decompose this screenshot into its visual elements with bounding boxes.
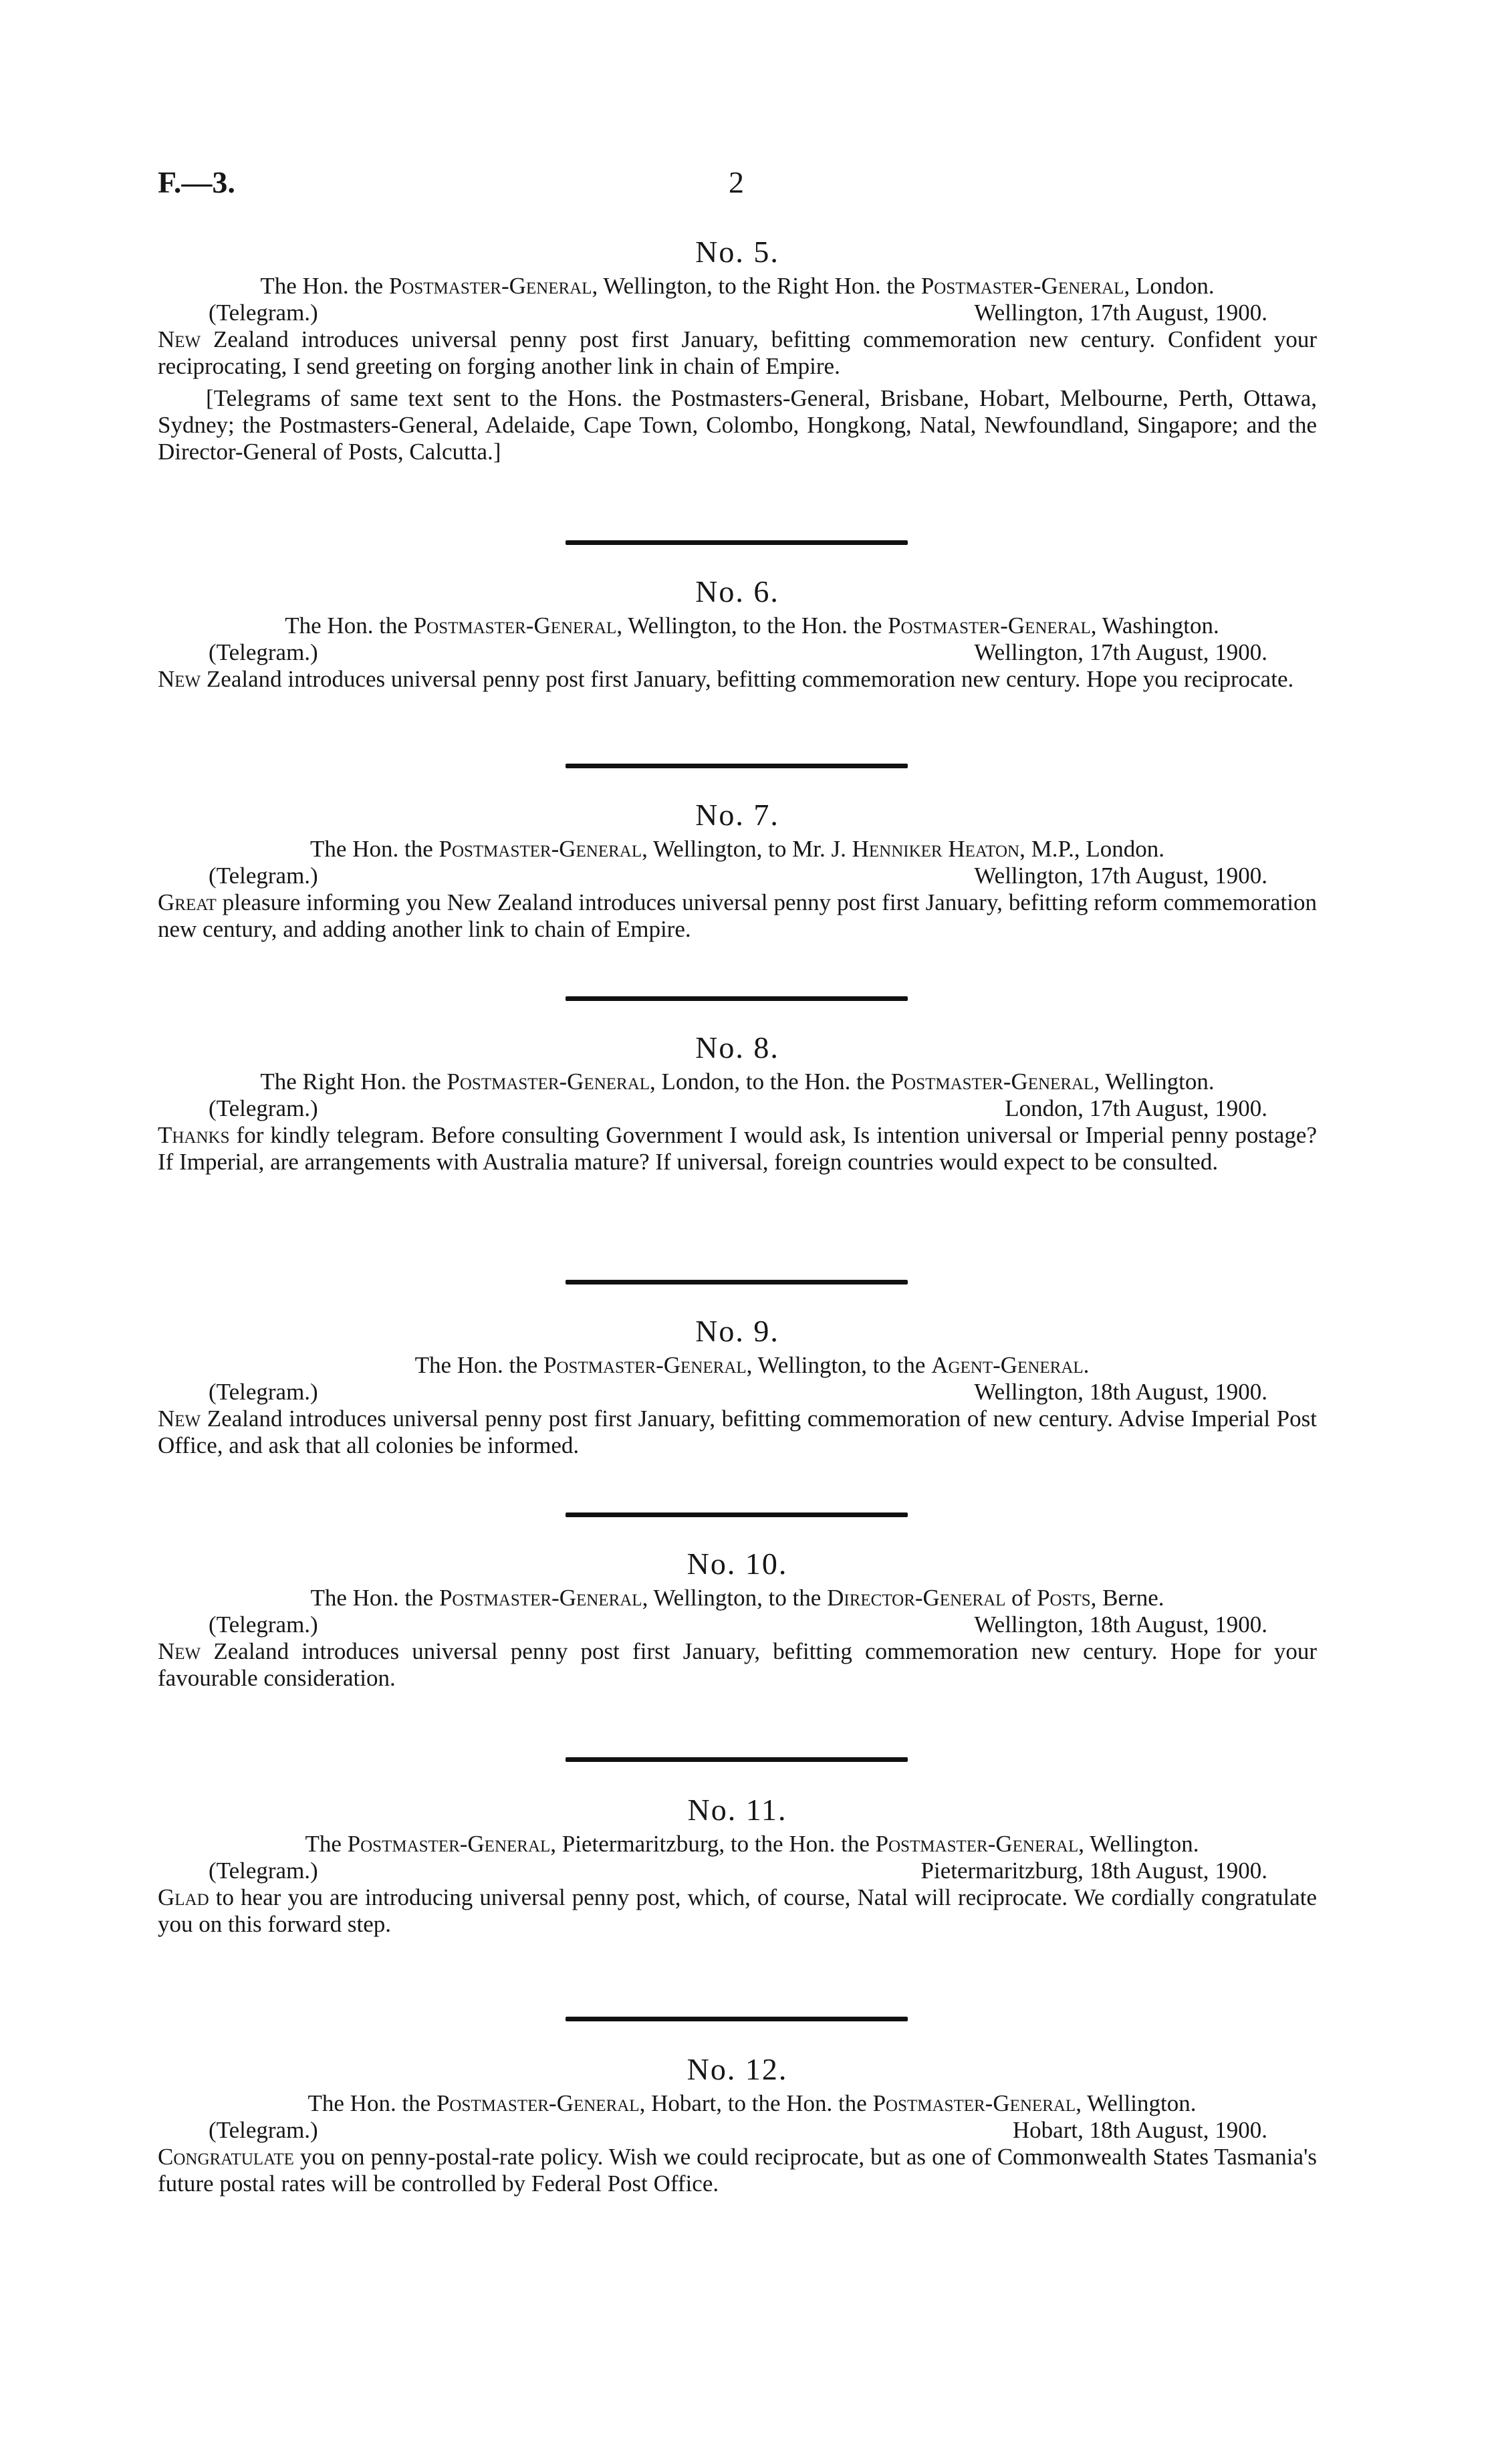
- message-heading: [158, 1069, 1317, 1095]
- message-heading: [158, 273, 1317, 300]
- message-text: [158, 1406, 1317, 1459]
- message-text-body: pleasure informing you New Zealand introduces universal penny post first January, befitting reform commemoration new century, and adding another link to chain of Empire.: [158, 889, 1317, 942]
- message-number: No. 7.: [695, 798, 779, 832]
- heading-text-run: , Berne.: [1090, 1585, 1164, 1611]
- message-number: No. 10.: [687, 1547, 788, 1581]
- message-date: Wellington, 17th August, 1900.: [974, 639, 1267, 665]
- heading-text-run: , London, to the Hon. the: [650, 1069, 891, 1095]
- heading-text-run: , Wellington.: [1094, 1069, 1215, 1095]
- message-number: No. 5.: [695, 235, 779, 269]
- heading-smallcaps-run: Postmaster-General: [439, 836, 642, 862]
- heading-text-run: , Wellington, to the Hon. the: [616, 612, 888, 639]
- heading-text-run: , Pietermaritzburg, to the Hon. the: [550, 1831, 876, 1857]
- message-lead-word: New: [158, 1638, 201, 1664]
- section-divider: [566, 2017, 908, 2021]
- heading-text-run: , Hobart, to the Hon. the: [639, 2090, 873, 2116]
- message-5: [158, 234, 1317, 465]
- message-text-body: Zealand introduces universal penny post first January, befitting commemoration new century. Hope for your favourable consideration.: [158, 1638, 1317, 1691]
- heading-smallcaps-run: Postmaster-General: [347, 1831, 551, 1857]
- message-kind: (Telegram.): [209, 1611, 318, 1638]
- section-divider: [566, 540, 908, 545]
- heading-smallcaps-run: Postmaster-General: [447, 1069, 650, 1095]
- message-lead-word: Congratulate: [158, 2144, 294, 2170]
- message-11: [158, 1792, 1317, 1938]
- heading-text-run: , Wellington.: [1076, 2090, 1197, 2116]
- message-text-body: you on penny-postal-rate policy. Wish we could reciprocate, but as one of Commonwealth States Tasmania's future postal rates will be controlled by Federal Post Office.: [158, 2144, 1317, 2197]
- page-number: 2: [729, 165, 744, 199]
- message-10: [158, 1546, 1317, 1692]
- message-meta: [158, 863, 1317, 889]
- section-divider: [566, 1757, 908, 1762]
- heading-text-run: The: [305, 1831, 348, 1857]
- heading-text-run: The Hon. the: [307, 2090, 437, 2116]
- message-text-body: Zealand introduces universal penny post first January, befitting commemoration new century. Hope you reciprocate.: [201, 666, 1294, 692]
- message-kind: (Telegram.): [209, 1858, 318, 1884]
- message-lead-word: New: [158, 1406, 201, 1432]
- document-reference: F.—3.: [158, 165, 235, 199]
- message-meta: [158, 1611, 1317, 1638]
- message-lead-word: Glad: [158, 1884, 209, 1910]
- message-number: No. 11.: [687, 1793, 787, 1827]
- message-text: [158, 2144, 1317, 2197]
- message-kind: (Telegram.): [209, 863, 318, 889]
- message-12: [158, 2051, 1317, 2197]
- heading-smallcaps-run: Postmaster-General: [388, 273, 592, 299]
- heading-text-run: The Hon. the: [310, 836, 439, 862]
- message-meta: [158, 639, 1317, 666]
- heading-smallcaps-run: Postmaster-General: [413, 612, 617, 639]
- heading-smallcaps-run: Postmaster-General: [890, 1069, 1094, 1095]
- heading-smallcaps-run: Postmaster-General: [436, 2090, 640, 2116]
- heading-text-run: The Hon. the: [414, 1352, 544, 1378]
- heading-smallcaps-run: Postmaster-General: [439, 1585, 642, 1611]
- message-date: Wellington, 17th August, 1900.: [974, 863, 1267, 889]
- message-date: Wellington, 18th August, 1900.: [974, 1611, 1267, 1638]
- message-9: [158, 1313, 1317, 1459]
- section-divider: [566, 1513, 908, 1517]
- message-meta: [158, 1858, 1317, 1884]
- message-date: Hobart, 18th August, 1900.: [1012, 2117, 1267, 2143]
- message-kind: (Telegram.): [209, 1095, 318, 1121]
- heading-smallcaps-run: Postmaster-General: [872, 2090, 1076, 2116]
- message-date: Wellington, 18th August, 1900.: [974, 1379, 1267, 1405]
- heading-smallcaps-run: Posts: [1037, 1585, 1091, 1611]
- section-divider: [566, 996, 908, 1001]
- message-kind: (Telegram.): [209, 300, 318, 326]
- message-text: [158, 889, 1317, 943]
- message-meta: [158, 300, 1317, 326]
- page-header: [158, 164, 1334, 205]
- message-text: [158, 1638, 1317, 1692]
- message-kind: (Telegram.): [209, 2117, 318, 2143]
- heading-smallcaps-run: Postmaster-General: [875, 1831, 1079, 1857]
- heading-text-run: The Right Hon. the: [260, 1069, 447, 1095]
- message-lead-word: New: [158, 326, 201, 352]
- message-text-body: for kindly telegram. Before consulting Government I would ask, Is intention universal or Imperial penny postage? If Imperial, are arrangements with Australia mature? If universal, foreign countries would expect to be consulted.: [158, 1122, 1317, 1175]
- message-heading: [158, 612, 1317, 639]
- section-divider: [566, 1280, 908, 1284]
- message-text: [158, 666, 1317, 693]
- message-date: Wellington, 17th August, 1900.: [974, 300, 1267, 326]
- message-7: [158, 797, 1317, 943]
- heading-text-run: The Hon. the: [310, 1585, 439, 1611]
- message-heading: [158, 1585, 1317, 1611]
- message-kind: (Telegram.): [209, 639, 318, 665]
- heading-smallcaps-run: Postmaster-General: [543, 1352, 747, 1378]
- heading-text-run: , Wellington, to the Right Hon. the: [592, 273, 921, 299]
- message-number: No. 9.: [695, 1314, 779, 1348]
- message-lead-word: Thanks: [158, 1122, 230, 1148]
- message-kind: (Telegram.): [209, 1379, 318, 1405]
- heading-text-run: , Wellington.: [1078, 1831, 1199, 1857]
- heading-smallcaps-run: Henniker Heaton: [852, 836, 1020, 862]
- message-heading: [158, 1352, 1317, 1379]
- message-lead-word: New: [158, 666, 201, 692]
- section-divider: [566, 764, 908, 768]
- message-text-body: to hear you are introducing universal penny post, which, of course, Natal will reciprocate. We cordially congratulate you on this forward step.: [158, 1884, 1317, 1937]
- message-text: [158, 1884, 1317, 1938]
- message-date: Pietermaritzburg, 18th August, 1900.: [920, 1858, 1267, 1884]
- heading-smallcaps-run: Agent-General: [931, 1352, 1084, 1378]
- message-heading: [158, 1831, 1317, 1858]
- message-6: [158, 574, 1317, 693]
- message-text-body: Zealand introduces universal penny post first January, befitting commemoration of new century. Advise Imperial Post Office, and ask that all colonies be informed.: [158, 1406, 1317, 1458]
- message-meta: [158, 1095, 1317, 1122]
- heading-smallcaps-run: Postmaster-General: [920, 273, 1124, 299]
- message-text: [158, 1122, 1317, 1175]
- heading-text-run: , Wellington, to the: [642, 1585, 828, 1611]
- message-number: No. 12.: [687, 2052, 788, 2086]
- heading-text-run: of: [1005, 1585, 1037, 1611]
- heading-smallcaps-run: Director-General: [827, 1585, 1006, 1611]
- heading-text-run: , Washington.: [1090, 612, 1219, 639]
- heading-smallcaps-run: Postmaster-General: [888, 612, 1091, 639]
- heading-text-run: , Wellington, to the: [746, 1352, 932, 1378]
- message-meta: [158, 1379, 1317, 1406]
- message-heading: [158, 2090, 1317, 2117]
- heading-text-run: , London.: [1124, 273, 1215, 299]
- message-note: [Telegrams of same text sent to the Hons. the Postmasters-General, Brisbane, Hobart, Melbourne, Perth, Ottawa, Sydney; the Postmasters-General, Adelaide, Cape Town, Colombo, Hongkong, Natal, Newfoundland, Singapore; and the Director-General of Posts, Calcutta.]: [158, 385, 1317, 465]
- message-date: London, 17th August, 1900.: [1005, 1095, 1267, 1121]
- message-text-body: Zealand introduces universal penny post first January, befitting commemoration new century. Confident your reciprocating, I send greeting on forging another link in chain of Empire.: [158, 326, 1317, 379]
- message-meta: [158, 2117, 1317, 2144]
- heading-text-run: .: [1083, 1352, 1090, 1378]
- heading-text-run: , M.P., London.: [1019, 836, 1164, 862]
- heading-text-run: The Hon. the: [285, 612, 414, 639]
- heading-text-run: The Hon. the: [260, 273, 389, 299]
- message-heading: [158, 836, 1317, 863]
- heading-text-run: , Wellington, to Mr. J.: [642, 836, 852, 862]
- message-lead-word: Great: [158, 889, 217, 915]
- message-8: [158, 1030, 1317, 1175]
- message-text: [158, 326, 1317, 380]
- message-number: No. 6.: [695, 574, 779, 608]
- message-number: No. 8.: [695, 1030, 779, 1065]
